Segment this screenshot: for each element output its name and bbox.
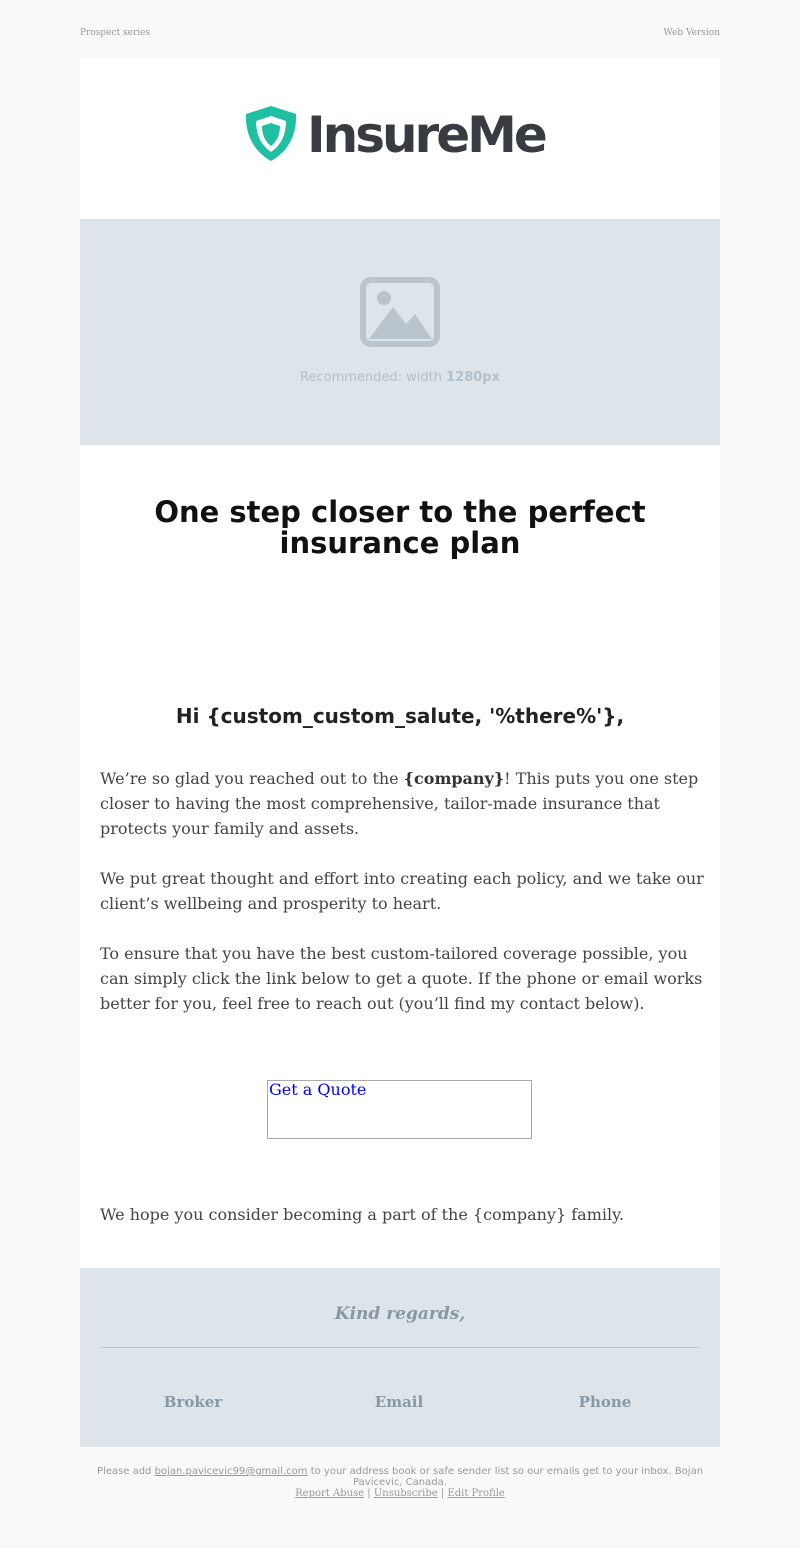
sender-email-link[interactable]: bojan.pavicevic99@gmail.com: [154, 1466, 308, 1477]
edit-profile-link[interactable]: Edit Profile: [447, 1488, 505, 1499]
preheader-series-label: Prospect series: [80, 28, 151, 38]
logo-section: [80, 59, 720, 219]
signature-section: [80, 1268, 720, 1447]
kind-regards: Kind regards,: [334, 1304, 466, 1324]
brand-name: InsureMe: [307, 106, 545, 164]
email-body: [80, 445, 720, 1268]
phone-label: Phone: [578, 1393, 632, 1411]
shield-icon: [241, 103, 301, 167]
get-quote-button[interactable]: Get a Quote: [267, 1080, 532, 1139]
email-label: Email: [374, 1393, 424, 1411]
intro-paragraph: [100, 766, 705, 841]
footer-notice: [90, 1466, 710, 1488]
quote-paragraph: To ensure that you have the best custom-tailored coverage possible, you can simply click the link below to get a quote. If the phone or email works better for you, feel free to reach out (you’ll find my contact below).: [100, 944, 703, 1013]
policy-paragraph: We put great thought and effort into creating each policy, and we take our client’s wellbeing and prosperity to heart.: [100, 869, 704, 913]
intro-text-before: We’re so glad you reached out to the: [100, 769, 404, 788]
footer: [90, 1466, 710, 1499]
web-version-link[interactable]: Web Version: [663, 28, 720, 38]
footer-text-after: to your address book or safe sender list so our emails get to your inbox. Bojan Pavicevic, Canada.: [307, 1466, 704, 1488]
image-placeholder-icon: [360, 277, 440, 351]
headline: One step closer to the perfect insurance plan: [154, 495, 646, 560]
hero-caption-width: 1280px: [446, 370, 500, 385]
footer-separator: |: [364, 1488, 374, 1499]
hero-caption: [80, 370, 720, 385]
unsubscribe-link[interactable]: Unsubscribe: [373, 1488, 438, 1499]
hero-caption-text: Recommended: width: [300, 370, 447, 385]
report-abuse-link[interactable]: Report Abuse: [295, 1488, 365, 1499]
intro-text-after: ! This puts you one step closer to having the most comprehensive, tailor-made insurance that protects your family and assets.: [100, 769, 699, 838]
footer-separator: |: [437, 1488, 448, 1499]
closing-paragraph: We hope you consider becoming a part of the {company} family.: [100, 1205, 625, 1224]
hero-image-placeholder: [80, 219, 720, 445]
brand-logo[interactable]: [241, 103, 545, 167]
greeting: Hi {custom_custom_salute, '%there%'},: [175, 704, 625, 728]
signature-divider: [100, 1347, 700, 1348]
company-placeholder: {company}: [403, 769, 505, 788]
broker-label: Broker: [163, 1393, 223, 1411]
footer-links: [90, 1488, 710, 1499]
footer-text-before: Please add: [96, 1466, 155, 1477]
